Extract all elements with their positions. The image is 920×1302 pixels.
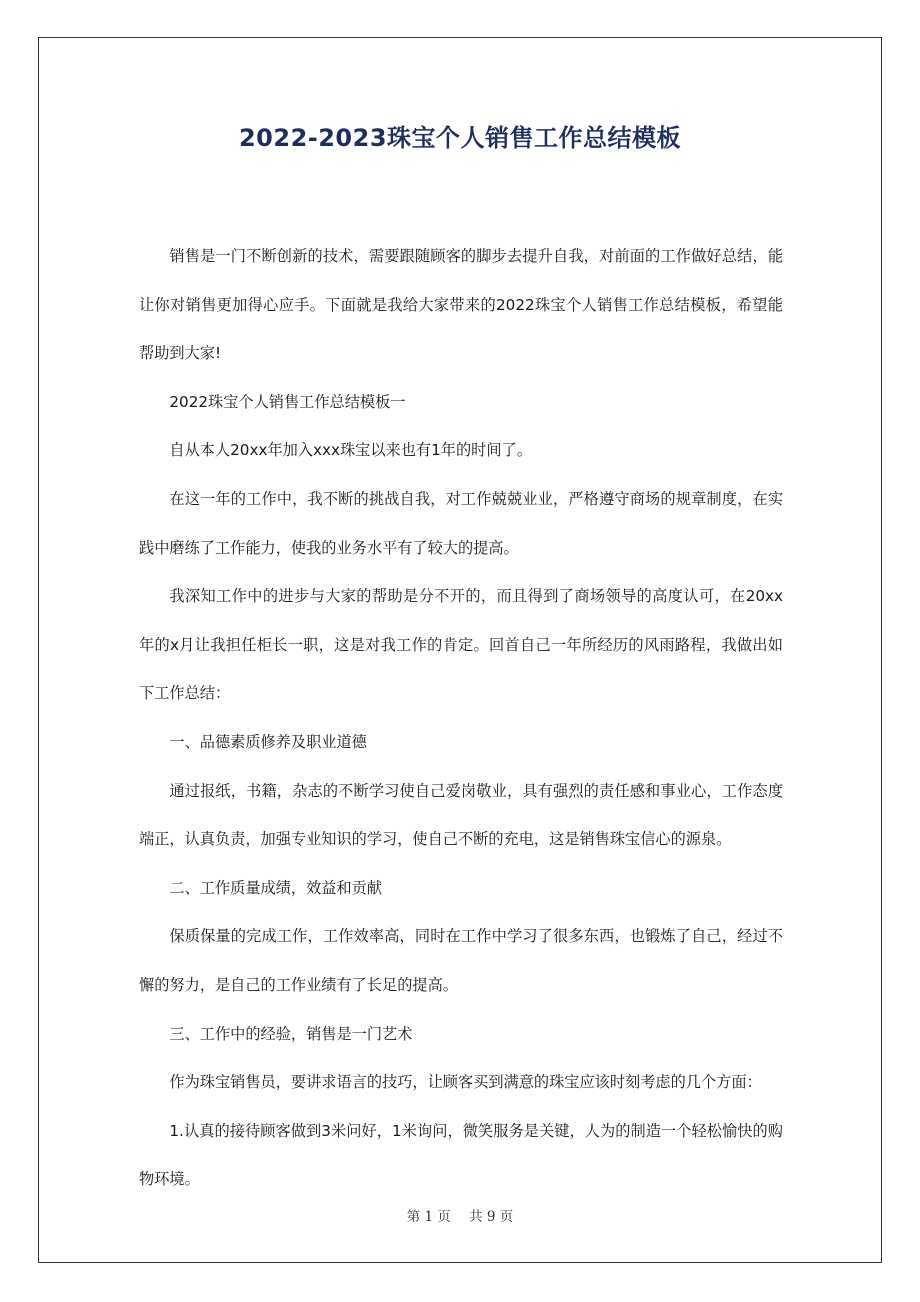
page-number: 第 1 页 [406,1209,451,1225]
section-heading: 一、品德素质修养及职业道德 [169,732,367,751]
paragraph: 在这一年的工作中，我不断的挑战自我，对工作兢兢业业，严格遵守商场的规章制度，在实践中磨练了工作能力，使我的业务水平有了较大的提高。 [139,489,783,557]
paragraph-intro: 销售是一门不断创新的技术，需要跟随顾客的脚步去提升自我，对前面的工作做好总结，能让你对销售更加得心应手。下面就是我给大家带来的2022珠宝个人销售工作总结模板，希望能帮助到大家! [139,247,783,363]
paragraph: 1.认真的接待顾客做到3米问好，1米询问，微笑服务是关键，人为的制造一个轻松愉快的购物环境。 [139,1121,783,1189]
paragraph: 保质保量的完成工作，工作效率高，同时在工作中学习了很多东西，也锻炼了自己，经过不懈的努力，是自己的工作业绩有了长足的提高。 [139,927,783,994]
page-footer [0,1205,920,1225]
paragraph: 作为珠宝销售员，要讲求语言的技巧，让顾客买到满意的珠宝应该时刻考虑的几个方面： [169,1073,762,1092]
paragraph-template-heading: 2022珠宝个人销售工作总结模板一 [169,392,406,411]
section-heading: 二、工作质量成绩，效益和贡献 [169,878,383,897]
paragraph: 我深知工作中的进步与大家的帮助是分不开的，而且得到了商场领导的高度认可，在20xx年的x月让我担任柜长一职，这是对我工作的肯定。回首自己一年所经历的风雨路程，我做出如下工作总结： [139,587,783,703]
page-count: 共 9 页 [469,1209,514,1225]
paragraph: 自从本人20xx年加入xxx珠宝以来也有1年的时间了。 [169,441,532,460]
section-heading: 三、工作中的经验，销售是一门艺术 [169,1024,413,1043]
document-body [139,232,783,1204]
paragraph: 通过报纸，书籍，杂志的不断学习使自己爱岗敬业，具有强烈的责任感和事业心，工作态度端正，认真负责，加强专业知识的学习，使自己不断的充电，这是销售珠宝信心的源泉。 [139,781,783,849]
document-title: 2022-2023珠宝个人销售工作总结模板 [238,124,682,152]
